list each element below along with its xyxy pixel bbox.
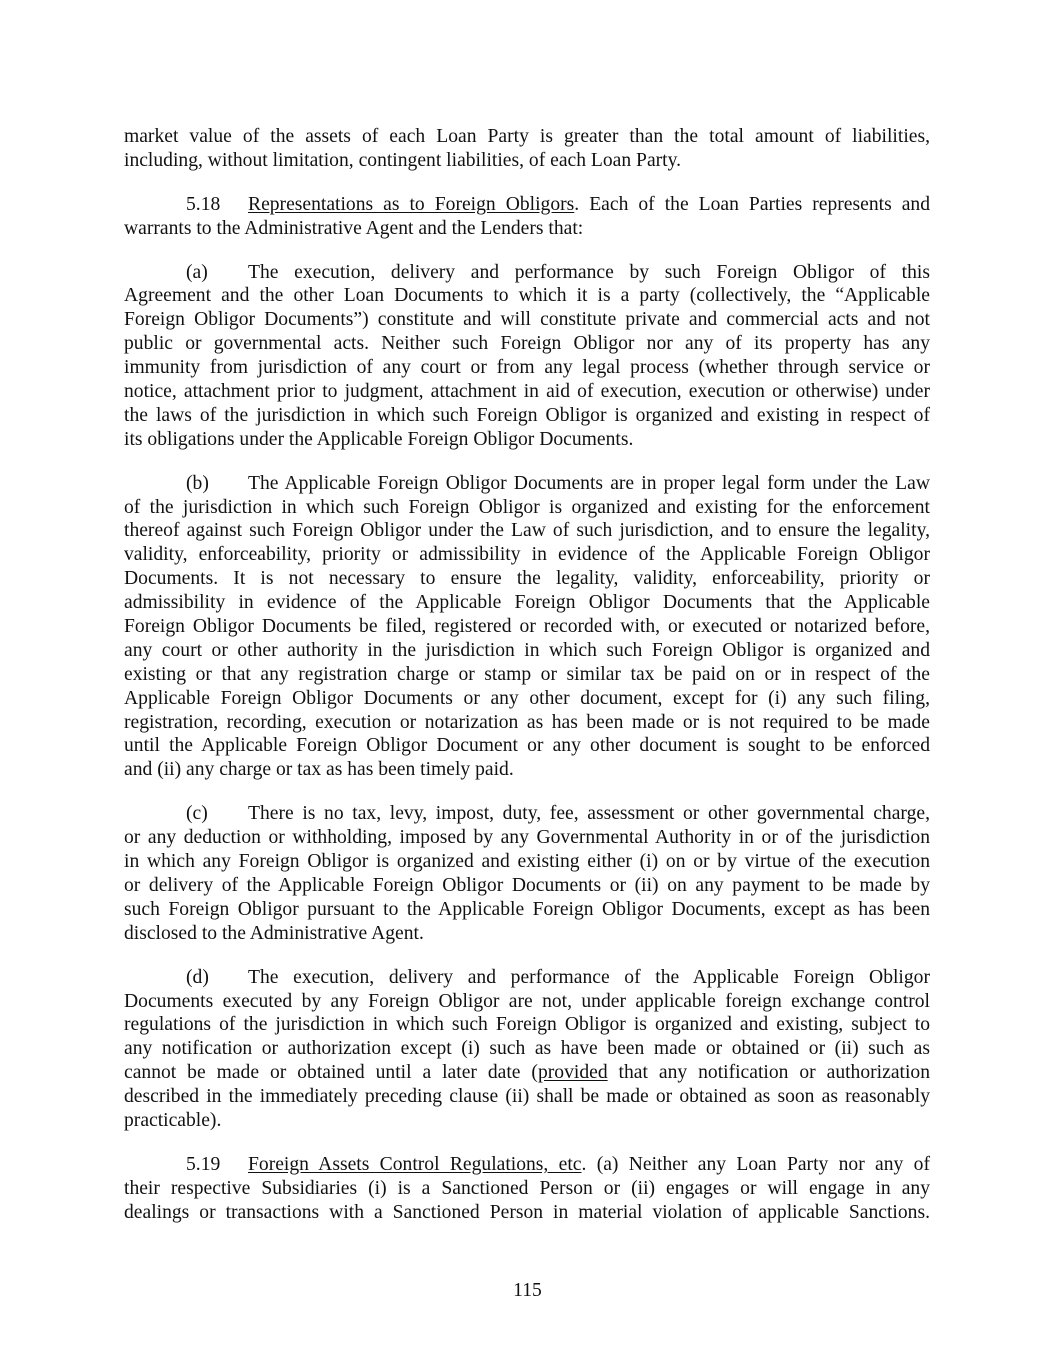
text-line (124, 922, 930, 946)
section-a (124, 261, 930, 452)
text-segment: Documents. It is not necessary to ensure the legality, validity, enforceability, priority or (124, 568, 930, 590)
text-segment: and (ii) any charge or tax as has been timely paid. (124, 759, 514, 781)
text-line (124, 149, 930, 173)
text-line (124, 1013, 930, 1037)
paragraph-label: 5.18 (186, 193, 221, 215)
text-line (124, 990, 930, 1014)
text-line (124, 284, 930, 308)
text-segment: Foreign Obligor Documents be filed, registered or recorded with, or executed or notarized before, (124, 616, 930, 638)
text-segment: any court or other authority in the jurisdiction in which such Foreign Obligor is organized and (124, 639, 930, 661)
text-segment: that any notification or authorization (607, 1062, 930, 1084)
text-line (124, 496, 930, 520)
text-segment: registration, recording, execution or notarization as has been made or is not required to be made (124, 711, 930, 733)
text-line (124, 802, 930, 826)
text-line (124, 193, 930, 217)
text-line (124, 125, 930, 149)
text-line (124, 1085, 930, 1109)
text-segment: their respective Subsidiaries (i) is a Sanctioned Person or (ii) engages or will engage in any (124, 1177, 930, 1199)
text-segment: validity, enforceability, priority or admissibility in evidence of the Applicable Foreign Obligor (124, 544, 930, 566)
text-line (124, 687, 930, 711)
paragraph-label: 5.19 (186, 1153, 221, 1175)
text-line (124, 217, 930, 241)
text-line (124, 966, 930, 990)
underlined-heading: provided (537, 1062, 608, 1084)
text-line (124, 1109, 930, 1133)
text-segment: Foreign Obligor Documents”) constitute and will constitute private and commercial acts and not (124, 309, 930, 331)
text-segment: any notification or authorization except (i) such as have been made or obtained or (ii) such as (124, 1038, 930, 1060)
text-segment: cannot be made or obtained until a later date ( (124, 1062, 538, 1084)
text-line (124, 308, 930, 332)
text-line (124, 356, 930, 380)
text-segment: market value of the assets of each Loan Party is greater than the total amount of liabilities, (124, 126, 930, 147)
text-segment: . (a) Neither any Loan Party nor any of (581, 1153, 930, 1175)
text-line (124, 404, 930, 428)
text-segment: regulations of the jurisdiction in which such Foreign Obligor is organized and existing, subject to (124, 1014, 930, 1036)
text-line (124, 428, 930, 452)
text-segment: the laws of the jurisdiction in which such Foreign Obligor is organized and existing in respect of (124, 404, 930, 426)
paragraph-label: (b) (186, 472, 209, 494)
text-segment: in which any Foreign Obligor is organized and existing either (i) on or by virtue of the execution (124, 851, 930, 873)
text-line (124, 1153, 930, 1177)
text-segment: admissibility in evidence of the Applicable Foreign Obligor Documents that the Applicable (124, 592, 930, 614)
text-line (124, 519, 930, 543)
text-line (124, 874, 930, 898)
text-segment: or delivery of the Applicable Foreign Obligor Documents or (ii) on any payment to be made by (124, 874, 930, 896)
text-line (124, 380, 930, 404)
section-c (124, 802, 930, 945)
text-segment: public or governmental acts. Neither such Foreign Obligor nor any of its property has any (124, 333, 930, 355)
text-segment: notice, attachment prior to judgment, attachment in aid of execution, execution or otherwise) under (124, 381, 930, 403)
text-segment: Applicable Foreign Obligor Documents or any other document, except for (i) any such filing, (124, 687, 930, 709)
section-b (124, 472, 930, 783)
text-segment: Agreement and the other Loan Documents to which it is a party (collectively, the “Applicable (124, 285, 930, 307)
text-segment: The execution, delivery and performance by such Foreign Obligor of this (248, 261, 930, 283)
text-line (124, 758, 930, 782)
page-number: 115 (513, 1280, 542, 1301)
text-segment: its obligations under the Applicable Foreign Obligor Documents. (124, 428, 634, 450)
text-line (124, 898, 930, 922)
text-line (124, 261, 930, 285)
text-segment: The execution, delivery and performance of the Applicable Foreign Obligor (248, 966, 930, 988)
text-segment: dealings or transactions with a Sanctioned Person in material violation of applicable Sanctions. (124, 1201, 930, 1223)
section-d (124, 966, 930, 1133)
text-line (124, 826, 930, 850)
underlined-heading: Representations as to Foreign Obligors (248, 193, 575, 215)
text-segment: disclosed to the Administrative Agent. (124, 922, 424, 944)
text-line (124, 1061, 930, 1085)
underlined-heading: Foreign Assets Control Regulations, etc (248, 1153, 582, 1175)
text-segment: until the Applicable Foreign Obligor Document or any other document is sought to be enforced (124, 735, 930, 757)
text-segment: existing or that any registration charge or stamp or similar tax be paid on or in respect of the (124, 663, 930, 685)
text-segment: practicable). (124, 1109, 222, 1131)
text-segment: immunity from jurisdiction of any court or from any legal process (whether through service or (124, 357, 930, 379)
text-line (124, 734, 930, 758)
text-segment: of the jurisdiction in which such Foreign Obligor is organized and existing for the enforcement (124, 496, 930, 518)
paragraph-label: (a) (186, 261, 208, 283)
paragraph-label: (c) (186, 803, 208, 825)
text-segment: . Each of the Loan Parties represents and (574, 193, 930, 215)
text-line (124, 1177, 930, 1201)
section-518 (124, 193, 930, 241)
section-519 (124, 1153, 930, 1225)
paragraph (124, 125, 930, 173)
text-segment: warrants to the Administrative Agent and the Lenders that: (124, 217, 584, 239)
text-segment: The Applicable Foreign Obligor Documents are in proper legal form under the Law (248, 472, 930, 494)
text-line (124, 543, 930, 567)
text-line (124, 1201, 930, 1225)
text-line (124, 711, 930, 735)
text-line (124, 663, 930, 687)
text-line (124, 850, 930, 874)
text-segment: described in the immediately preceding clause (ii) shall be made or obtained as soon as reasonably (124, 1086, 930, 1108)
text-segment: such Foreign Obligor pursuant to the Applicable Foreign Obligor Documents, except as has been (124, 898, 930, 920)
text-line (124, 567, 930, 591)
text-line (124, 1037, 930, 1061)
paragraph-label: (d) (186, 966, 209, 988)
text-line (124, 639, 930, 663)
text-line (124, 615, 930, 639)
text-segment: including, without limitation, contingent liabilities, of each Loan Party. (124, 149, 682, 171)
text-line (124, 472, 930, 496)
text-line (124, 332, 930, 356)
text-segment: Documents executed by any Foreign Obligor are not, under applicable foreign exchange control (124, 990, 930, 1012)
text-segment: There is no tax, levy, impost, duty, fee, assessment or other governmental charge, (248, 803, 930, 825)
text-line (124, 591, 930, 615)
text-segment: thereof against such Foreign Obligor under the Law of such jurisdiction, and to ensure the legality, (124, 520, 930, 542)
document-body (124, 125, 930, 1245)
text-segment: or any deduction or withholding, imposed by any Governmental Authority in or of the jurisdiction (124, 827, 930, 849)
